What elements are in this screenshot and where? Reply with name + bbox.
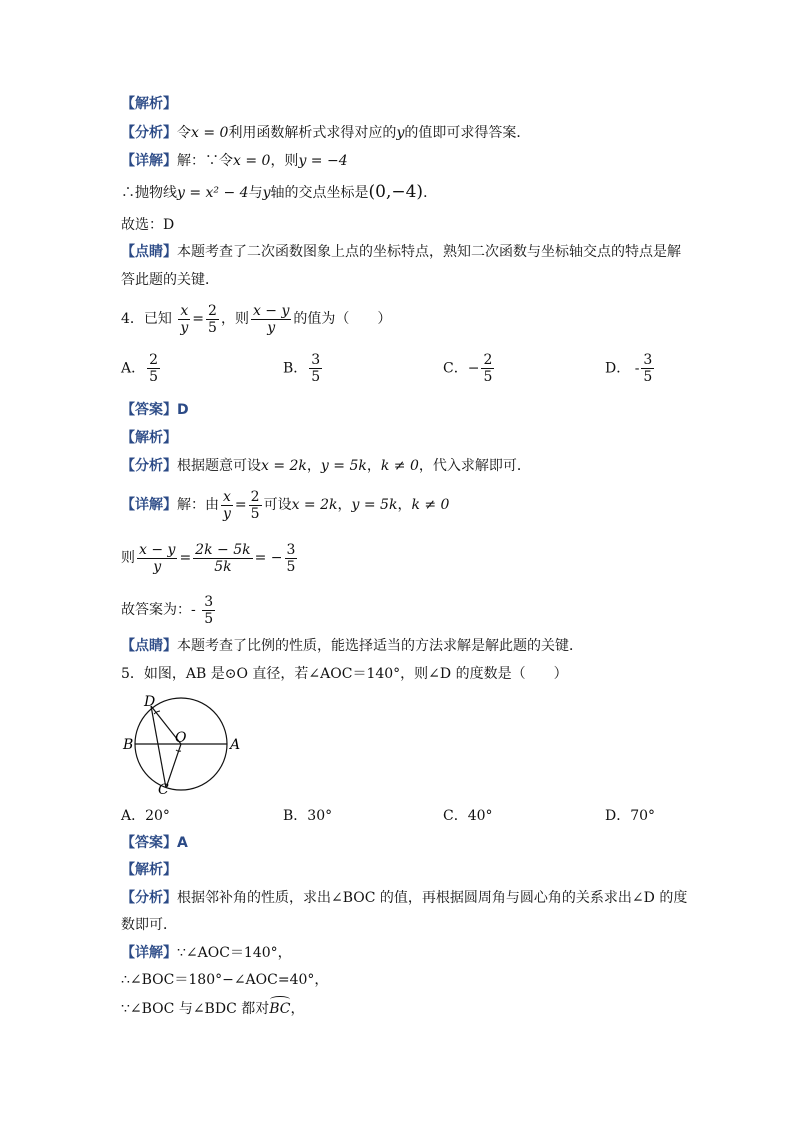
arc-bc: BC (269, 1001, 291, 1017)
text: 与 (248, 185, 263, 201)
therefore-line (121, 182, 437, 203)
label-d: D (144, 694, 156, 710)
question-5-stem: 5．如图，AB 是⊙O 直径，若∠AOC＝140°，则∠D 的度数是（ ） (121, 666, 568, 682)
remark-line (121, 242, 681, 262)
analysis-text: 根据邻补角的性质，求出∠BOC 的值，再根据圆周角与圆心角的关系求出∠D 的度 (177, 890, 688, 906)
question-4-stem (121, 302, 391, 336)
separator: ， (306, 458, 321, 474)
text: 故答案为： (121, 602, 191, 618)
equals: = (192, 311, 205, 327)
analysis-line (121, 123, 530, 143)
analysis-line (121, 888, 687, 908)
option-c[interactable]: C．40° (443, 808, 493, 824)
math-expr: x = 0 (191, 125, 229, 141)
derivation-line: 则 $\frac{x - y}{y}$ = $\frac{2k - 5k}{5k}$ = − $\frac{3}{5}$ (121, 541, 296, 575)
detail-line-2: ∴∠BOC＝180°−∠AOC=40°， (121, 972, 329, 988)
math-var: y (396, 125, 405, 141)
analysis-text: 的值即可求得答案． (404, 125, 531, 141)
question-4-options (121, 352, 681, 388)
detail-text: ∵∠BOC 与∠BDC 都对 (121, 1001, 270, 1017)
fraction-x-over-y: $\frac{x}{y}$ (180, 302, 189, 336)
answer-text: 【答案】A (121, 835, 188, 851)
math-point: (0,−4) (368, 182, 424, 202)
math-var: y (262, 185, 271, 201)
label-b: B (123, 737, 134, 753)
circle-figure (118, 690, 248, 800)
jiexi-heading: 【解析】 (121, 96, 177, 112)
detail-tag: 【详解】 (121, 497, 177, 513)
analysis-tag: 【分析】 (121, 458, 177, 474)
text: ． (423, 185, 438, 201)
analysis-text: 根据题意可设 (177, 458, 261, 474)
fraction-x-minus-y-over-y: $\frac{x - y}{y}$ (252, 302, 290, 336)
text: ，则 (220, 311, 249, 327)
math-expr: y = 5k (320, 458, 367, 474)
separator: ， (366, 458, 381, 474)
fraction-2-5: $\frac{2}{5}$ (208, 302, 217, 336)
detail-line: 【详解】解：由 $\frac{x}{y}$ = $\frac{2}{5}$ 可设x = 2k，y = 5k，k ≠ 0 (121, 488, 450, 522)
option-c[interactable]: C．− $\frac{2}{5}$ (443, 352, 493, 385)
option-a[interactable]: A． $\frac{2}{5}$ (121, 352, 159, 385)
detail-text: 解：由 (177, 497, 219, 513)
math-expr: y = −4 (298, 153, 348, 169)
math-expr: k ≠ 0 (380, 458, 419, 474)
label-c: C (158, 782, 169, 798)
remark-text: 本题考查了二次函数图象上点的坐标特点，熟知二次函数与坐标轴交点的特点是解 (177, 244, 681, 260)
math-expr: y = 5k (351, 497, 398, 513)
jiexi-heading: 【解析】 (121, 430, 177, 446)
label-a: A (230, 737, 241, 753)
math-expr: x = 0 (233, 153, 271, 169)
choice-line: 故选：D (121, 217, 175, 233)
detail-text: ，则 (270, 153, 299, 169)
answer-line (121, 400, 189, 420)
text: 则 (121, 550, 135, 566)
remark-tag: 【点睛】 (121, 244, 177, 260)
detail-text: 解：∵令 (177, 153, 233, 169)
remark-line-2: 答此题的关键． (121, 272, 219, 288)
option-b[interactable]: B．30° (283, 808, 333, 824)
detail-tag: 【详解】 (121, 153, 177, 169)
text: ∴抛物线 (121, 185, 177, 201)
question-5-options (121, 806, 681, 826)
answer-text: 【答案】D (121, 402, 189, 418)
detail-line (121, 943, 292, 963)
text: 轴的交点坐标是 (270, 185, 369, 201)
detail-text: ， (290, 1001, 305, 1017)
analysis-line (121, 456, 531, 476)
analysis-text: 令 (177, 125, 191, 141)
detail-line-3 (121, 999, 305, 1019)
math-expr: x = 2k (261, 458, 307, 474)
detail-text: ∵∠AOC＝140°， (177, 945, 292, 961)
fraction: $\frac{x - y}{y}$ (139, 541, 176, 575)
option-a[interactable]: A．20° (121, 808, 170, 824)
fraction: $\frac{3}{5}$ (286, 541, 296, 575)
analysis-line-2: 数即可． (121, 917, 177, 933)
option-d[interactable]: D．70° (605, 808, 656, 824)
math-expr: x = 2k (291, 497, 338, 513)
analysis-tag: 【分析】 (121, 125, 177, 141)
remark-line (121, 636, 583, 656)
option-b[interactable]: B． $\frac{3}{5}$ (283, 352, 321, 385)
answer-line (121, 833, 188, 853)
fraction: $\frac{2k - 5k}{5k}$ (195, 541, 251, 575)
jiexi-heading: 【解析】 (121, 862, 177, 878)
detail-line (121, 151, 348, 171)
question-number: 4．已知 (121, 311, 172, 327)
label-o: O (175, 730, 187, 746)
remark-tag: 【点睛】 (121, 638, 177, 654)
text: 的值为（ ） (293, 311, 392, 327)
analysis-tag: 【分析】 (121, 890, 177, 906)
detail-text: 可设 (263, 497, 292, 513)
fraction: $\frac{3}{5}$ (204, 593, 214, 627)
math-expr: y = x² − 4 (177, 185, 249, 201)
analysis-text: ，代入求解即可． (418, 458, 531, 474)
detail-tag: 【详解】 (121, 945, 177, 961)
remark-text: 本题考查了比例的性质，能选择适当的方法求解是解此题的关键． (177, 638, 583, 654)
math-expr: k ≠ 0 (411, 497, 450, 513)
option-d[interactable]: D． - $\frac{3}{5}$ (605, 352, 653, 385)
analysis-text: 利用函数解析式求得对应的 (228, 125, 397, 141)
final-answer-line: 故答案为：- $\frac{3}{5}$ (121, 593, 214, 627)
